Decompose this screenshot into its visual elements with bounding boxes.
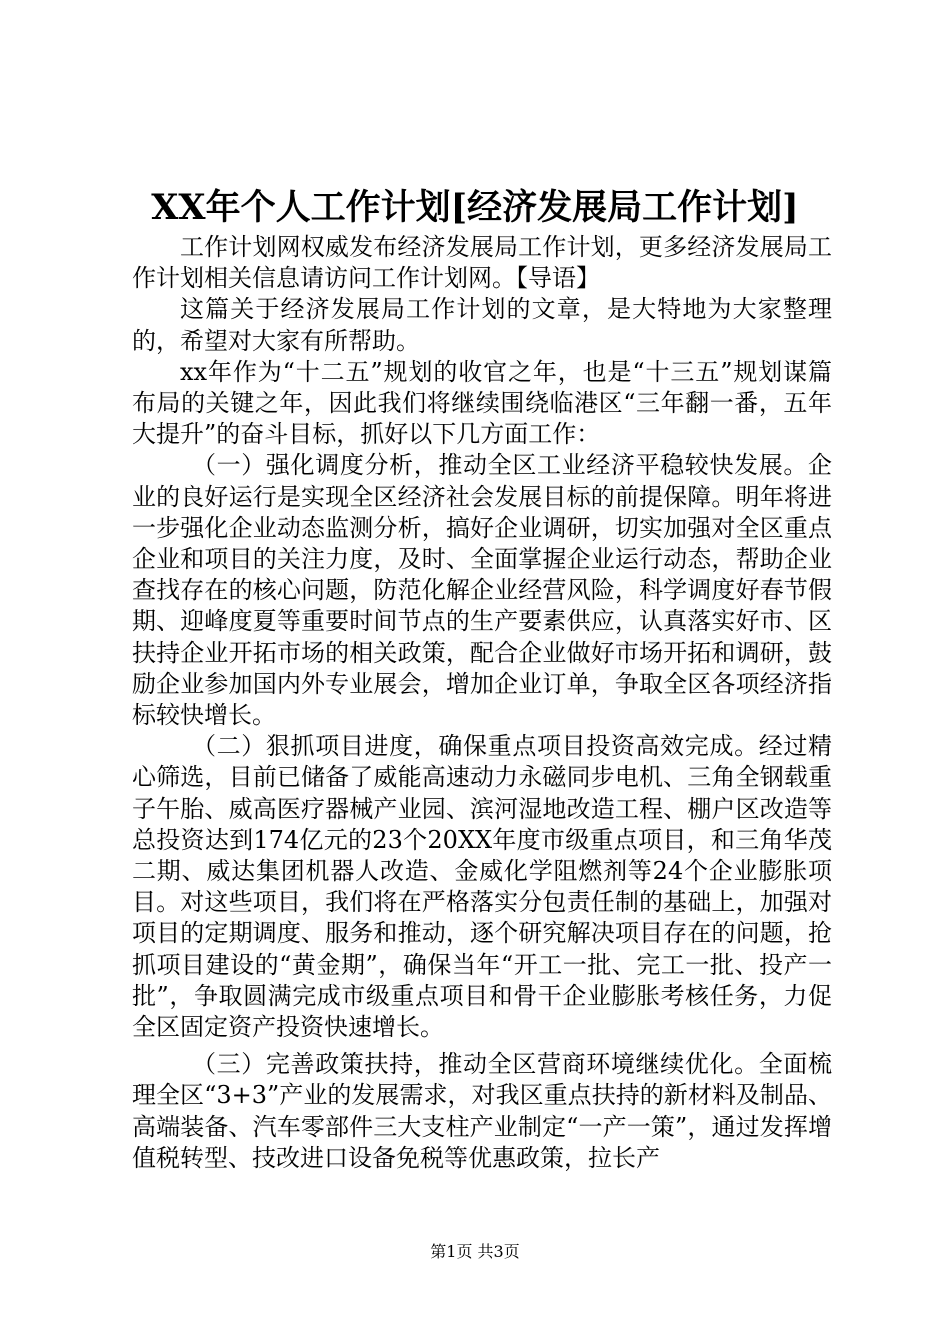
paragraph-section-2: （二）狠抓项目进度，确保重点项目投资高效完成。经过精心筛选，目前已储备了威能高速动力永磁同步电机、三角全钢载重子午胎、威高医疗器械产业园、滨河湿地改造工程、棚户区改造等总投资达到174亿元的23个20XX年度市级重点项目，和三角华茂二期、威达集团机器人改造、金威化学阻燃剂等24个企业膨胀项目。对这些项目，我们将在严格落实分包责任制的基础上，加强对项目的定期调度、服务和推动，逐个研究解决项目存在的问题，抢抓项目建设的“黄金期”，确保当年“开工一批、完工一批、投产一批”，争取圆满完成市级重点项目和骨干企业膨胀考核任务，力促全区固定资产投资快速增长。	[132, 732, 832, 1042]
paragraph-overview: xx年作为“十二五”规划的收官之年，也是“十三五”规划谋篇布局的关键之年，因此我们将继续围绕临港区“三年翻一番，五年大提升”的奋斗目标，抓好以下几方面工作：	[132, 357, 832, 449]
document-body	[132, 232, 832, 1174]
paragraph-intro: 工作计划网权威发布经济发展局工作计划，更多经济发展局工作计划相关信息请访问工作计划网。【导语】	[132, 233, 832, 293]
page-number-footer: 第1页 共3页	[430, 1242, 520, 1261]
paragraph-section-3: （三）完善政策扶持，推动全区营商环境继续优化。全面梳理全区“3+3”产业的发展需求，对我区重点扶持的新材料及制品、高端装备、汽车零部件三大支柱产业制定“一产一策”，通过发挥增值税转型、技改进口设备免税等优惠政策，拉长产	[132, 1050, 832, 1172]
paragraph-preface: 这篇关于经济发展局工作计划的文章，是大特地为大家整理的，希望对大家有所帮助。	[132, 295, 832, 355]
document-title: XX年个人工作计划[经济发展局工作计划]	[151, 187, 799, 228]
paragraph-section-1: （一）强化调度分析，推动全区工业经济平稳较快发展。企业的良好运行是实现全区经济社会发展目标的前提保障。明年将进一步强化企业动态监测分析，搞好企业调研，切实加强对全区重点企业和项目的关注力度，及时、全面掌握企业运行动态，帮助企业查找存在的核心问题，防范化解企业经营风险，科学调度好春节假期、迎峰度夏等重要时间节点的生产要素供应，认真落实好市、区扶持企业开拓市场的相关政策，配合企业做好市场开拓和调研，鼓励企业参加国内外专业展会，增加企业订单，争取全区各项经济指标较快增长。	[132, 451, 832, 730]
